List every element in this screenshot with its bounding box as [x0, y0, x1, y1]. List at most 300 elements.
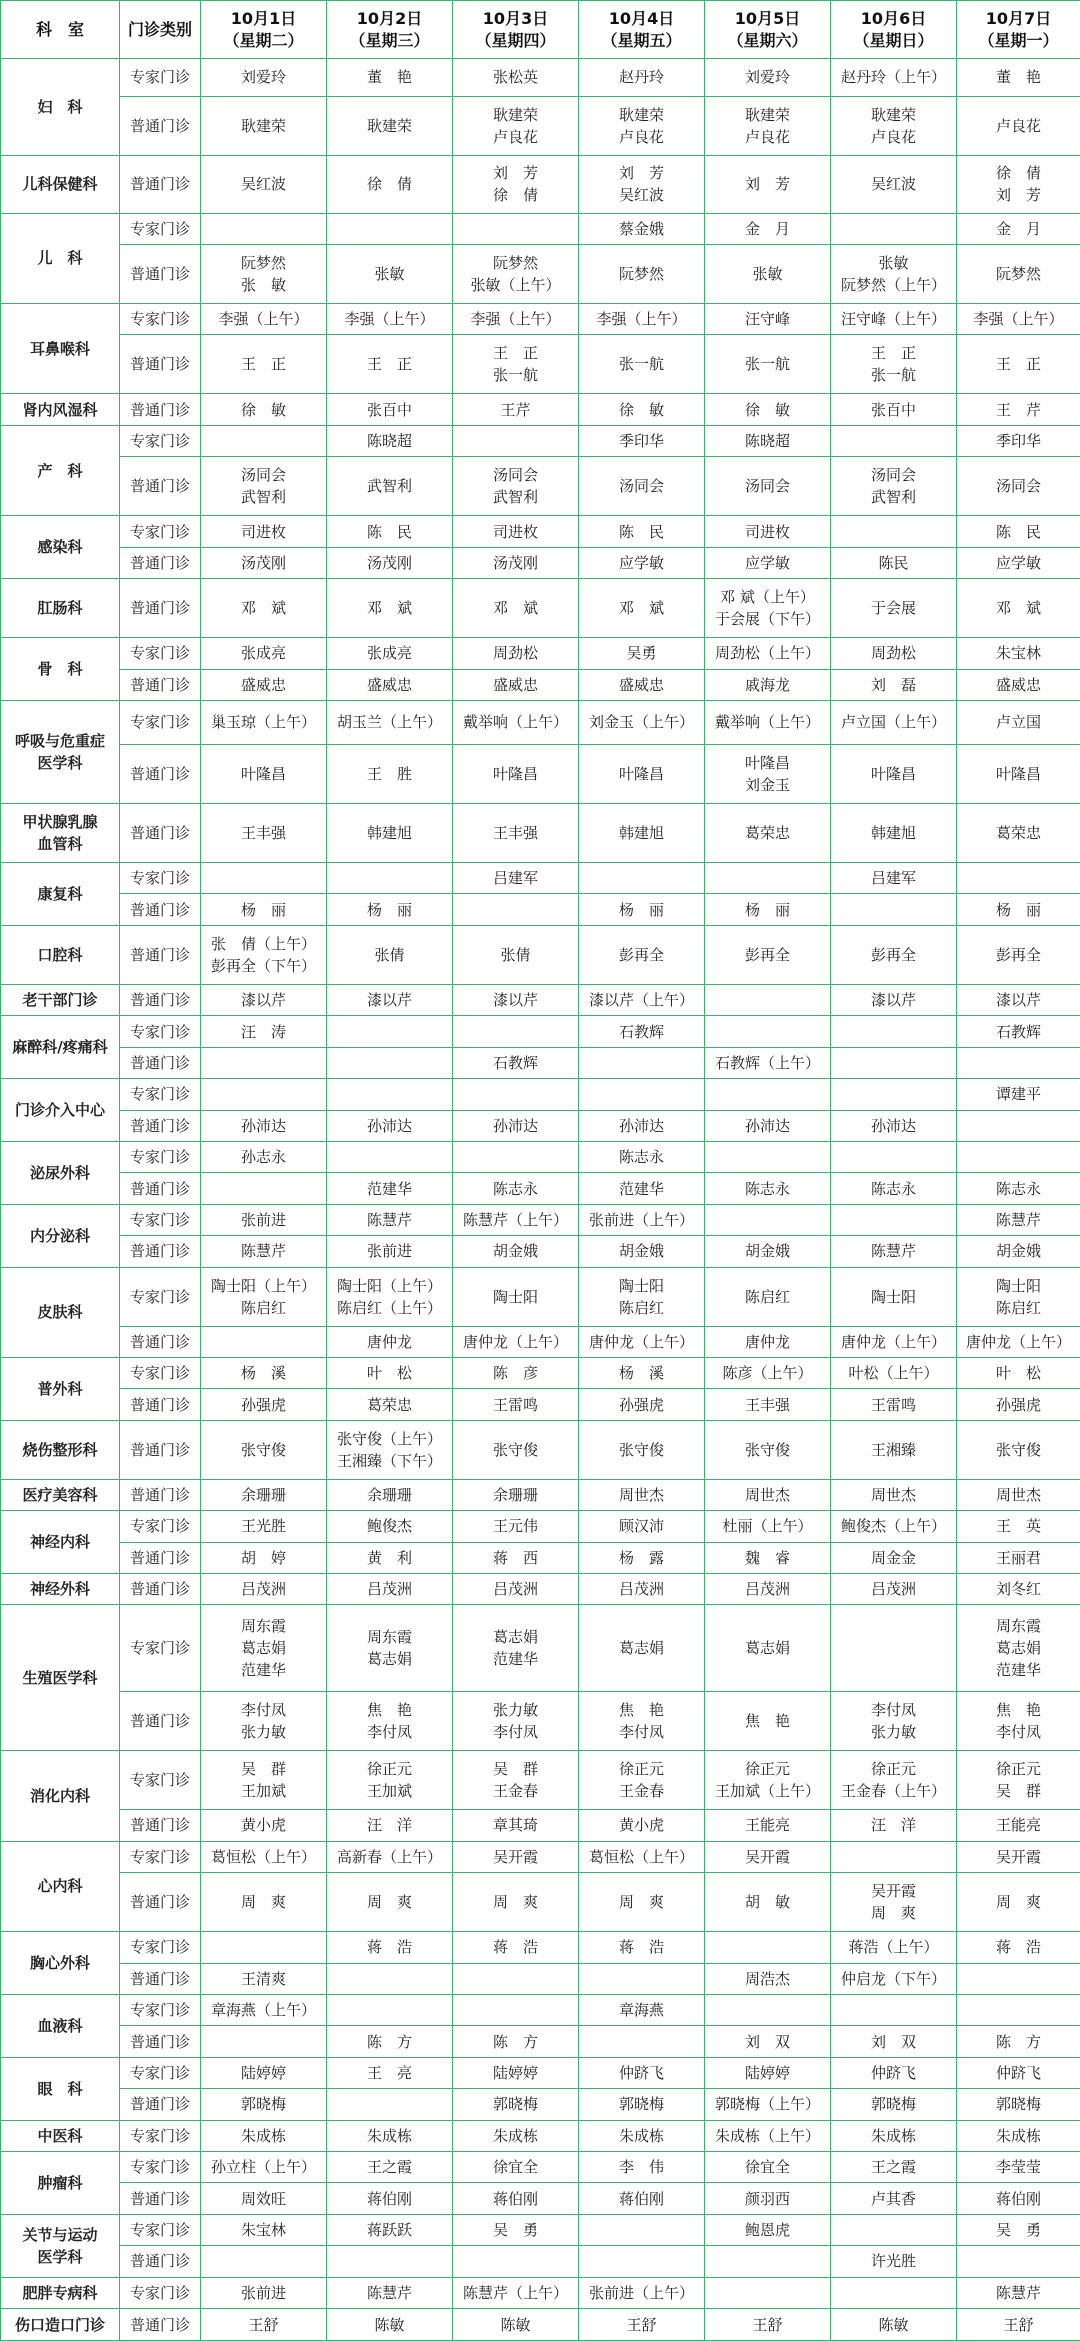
doctor-cell: 鲍俊杰 [327, 1511, 453, 1542]
doctor-cell: 汤同会 [705, 457, 831, 516]
schedule-row [1, 2151, 1080, 2182]
doctor-cell: 陈志永 [705, 1173, 831, 1204]
doctor-cell: 朱宝林 [201, 2214, 327, 2245]
doctor-cell: 赵丹玲（上午） [831, 59, 957, 97]
doctor-cell [831, 516, 957, 547]
doctor-cell: 周劲松（上午） [705, 638, 831, 669]
doctor-cell [453, 1994, 579, 2025]
schedule-row [1, 1047, 1080, 1078]
doctor-cell: 朱成栋 [957, 2120, 1080, 2151]
doctor-cell [831, 1141, 957, 1172]
doctor-cell: 孙沛达 [327, 1110, 453, 1141]
doctor-cell: 徐正元 王加斌（上午） [705, 1751, 831, 1810]
clinic-type: 普通门诊 [120, 1873, 201, 1932]
clinic-type: 专家门诊 [120, 863, 201, 894]
doctor-cell: 石教辉 [957, 1016, 1080, 1047]
doctor-cell: 汤同会 武智利 [201, 457, 327, 516]
doctor-cell: 陈 方 [327, 2026, 453, 2057]
doctor-cell: 陈彦（上午） [705, 1358, 831, 1389]
doctor-cell: 蒋 浩 [579, 1932, 705, 1963]
doctor-cell: 孙沛达 [579, 1110, 705, 1141]
doctor-cell: 余珊珊 [201, 1479, 327, 1510]
doctor-cell: 盛威忠 [453, 669, 579, 700]
doctor-cell [327, 1079, 453, 1110]
doctor-cell: 季印华 [579, 425, 705, 456]
department-name: 普外科 [1, 1358, 120, 1421]
doctor-cell [453, 213, 579, 244]
doctor-cell [327, 1047, 453, 1078]
schedule-row [1, 1692, 1080, 1751]
doctor-cell: 应学敏 [957, 547, 1080, 578]
header-row [1, 1, 1080, 59]
clinic-type: 普通门诊 [120, 1810, 201, 1841]
doctor-cell: 杨 溪 [201, 1358, 327, 1389]
doctor-cell: 周金金 [831, 1542, 957, 1573]
doctor-cell: 徐 敏 [705, 394, 831, 425]
doctor-cell: 徐正元 吴 群 [957, 1751, 1080, 1810]
department-name: 肛肠科 [1, 579, 120, 638]
doctor-cell: 蒋 浩 [957, 1932, 1080, 1963]
doctor-cell: 张前进（上午） [579, 1204, 705, 1235]
doctor-cell: 陈 民 [957, 516, 1080, 547]
doctor-cell: 应学敏 [579, 547, 705, 578]
doctor-cell: 陈慧芹 [957, 1204, 1080, 1235]
department-name: 骨 科 [1, 638, 120, 701]
schedule-row [1, 303, 1080, 334]
doctor-cell: 王能亮 [957, 1810, 1080, 1841]
doctor-cell [831, 1204, 957, 1235]
doctor-cell: 徐宜全 [705, 2151, 831, 2182]
clinic-type: 普通门诊 [120, 1574, 201, 1605]
doctor-cell: 陈民 [831, 547, 957, 578]
doctor-cell: 周 爽 [579, 1873, 705, 1932]
schedule-row [1, 1141, 1080, 1172]
doctor-cell: 卢立国 [957, 700, 1080, 744]
doctor-cell: 陈志永 [453, 1173, 579, 1204]
doctor-cell: 张敏 [327, 244, 453, 303]
doctor-cell [327, 1994, 453, 2025]
doctor-cell: 张 倩（上午） 彭再全（下午） [201, 925, 327, 984]
doctor-cell [453, 1016, 579, 1047]
doctor-cell [579, 1047, 705, 1078]
doctor-cell: 叶隆昌 [201, 744, 327, 803]
schedule-row [1, 744, 1080, 803]
clinic-type: 普通门诊 [120, 155, 201, 213]
doctor-cell [201, 1932, 327, 1963]
department-name: 胸心外科 [1, 1932, 120, 1995]
schedule-row [1, 579, 1080, 638]
doctor-cell: 陆婷婷 [201, 2057, 327, 2088]
doctor-cell: 彭再全 [579, 925, 705, 984]
doctor-cell: 汤同会 武智利 [831, 457, 957, 516]
header-date: 10月2日 （星期三） [327, 1, 453, 59]
doctor-cell: 朱成栋 [579, 2120, 705, 2151]
doctor-cell [831, 2214, 957, 2245]
doctor-cell: 张倩 [453, 925, 579, 984]
doctor-cell: 郭晓梅（上午） [705, 2089, 831, 2120]
doctor-cell [957, 1047, 1080, 1078]
doctor-cell [705, 1079, 831, 1110]
clinic-type: 普通门诊 [120, 1542, 201, 1573]
doctor-cell: 朱成栋 [201, 2120, 327, 2151]
clinic-type: 专家门诊 [120, 2057, 201, 2088]
doctor-cell [327, 2246, 453, 2277]
department-name: 儿 科 [1, 213, 120, 303]
doctor-cell [957, 2246, 1080, 2277]
doctor-cell: 周世杰 [705, 1479, 831, 1510]
doctor-cell: 王丽君 [957, 1542, 1080, 1573]
clinic-type: 专家门诊 [120, 2214, 201, 2245]
doctor-cell: 孙强虎 [579, 1389, 705, 1420]
doctor-cell: 陈 民 [327, 516, 453, 547]
schedule-row [1, 1574, 1080, 1605]
doctor-cell: 张守俊 [705, 1420, 831, 1479]
doctor-cell: 漆以芹 [957, 984, 1080, 1015]
doctor-cell: 黄 利 [327, 1542, 453, 1573]
doctor-cell: 张百中 [831, 394, 957, 425]
doctor-cell: 吴红波 [201, 155, 327, 213]
doctor-cell: 李莹莹 [957, 2151, 1080, 2182]
clinic-type: 普通门诊 [120, 894, 201, 925]
clinic-type: 专家门诊 [120, 1358, 201, 1389]
doctor-cell: 陶士阳 [831, 1267, 957, 1326]
clinic-type: 普通门诊 [120, 394, 201, 425]
doctor-cell: 张松英 [453, 59, 579, 97]
doctor-cell [705, 1932, 831, 1963]
doctor-cell [831, 2277, 957, 2308]
doctor-cell: 吕建军 [831, 863, 957, 894]
doctor-cell: 葛恒松（上午） [579, 1841, 705, 1872]
doctor-cell: 王舒 [201, 2309, 327, 2341]
doctor-cell: 孙沛达 [705, 1110, 831, 1141]
doctor-cell [831, 1605, 957, 1692]
doctor-cell: 石教辉（上午） [705, 1047, 831, 1078]
schedule-row [1, 213, 1080, 244]
doctor-cell: 朱成栋（上午） [705, 2120, 831, 2151]
department-name: 妇 科 [1, 59, 120, 156]
schedule-row [1, 1389, 1080, 1420]
doctor-cell: 唐仲龙 [327, 1326, 453, 1357]
doctor-cell: 王 英 [957, 1511, 1080, 1542]
doctor-cell: 葛志娟 [579, 1605, 705, 1692]
doctor-cell: 郭晓梅 [201, 2089, 327, 2120]
doctor-cell: 唐仲龙（上午） [831, 1326, 957, 1357]
doctor-cell [831, 1016, 957, 1047]
doctor-cell: 朱成栋 [453, 2120, 579, 2151]
doctor-cell: 李强（上午） [957, 303, 1080, 334]
clinic-type: 专家门诊 [120, 1751, 201, 1810]
doctor-cell: 吴开霞 [705, 1841, 831, 1872]
doctor-cell [201, 2026, 327, 2057]
department-name: 耳鼻喉科 [1, 303, 120, 393]
doctor-cell: 张前进 [201, 1204, 327, 1235]
doctor-cell: 漆以芹 [327, 984, 453, 1015]
clinic-type: 普通门诊 [120, 1047, 201, 1078]
header-date: 10月6日 （星期日） [831, 1, 957, 59]
doctor-cell: 张守俊 [453, 1420, 579, 1479]
doctor-cell [957, 863, 1080, 894]
doctor-cell: 蔡金娥 [579, 213, 705, 244]
doctor-cell: 杨 丽 [327, 894, 453, 925]
department-name: 感染科 [1, 516, 120, 579]
doctor-cell: 卢立国（上午） [831, 700, 957, 744]
schedule-row [1, 2309, 1080, 2341]
doctor-cell: 阮梦然 [579, 244, 705, 303]
doctor-cell [327, 1141, 453, 1172]
clinic-type: 普通门诊 [120, 1420, 201, 1479]
schedule-row [1, 863, 1080, 894]
department-name: 生殖医学科 [1, 1605, 120, 1751]
doctor-cell [579, 2214, 705, 2245]
doctor-cell: 陈 彦 [453, 1358, 579, 1389]
doctor-cell: 彭再全 [957, 925, 1080, 984]
doctor-cell: 徐 敏 [579, 394, 705, 425]
doctor-cell: 刘 双 [705, 2026, 831, 2057]
schedule-row [1, 669, 1080, 700]
doctor-cell: 赵丹玲 [579, 59, 705, 97]
doctor-cell [579, 1963, 705, 1994]
header-date: 10月5日 （星期六） [705, 1, 831, 59]
doctor-cell: 邓 斌 [957, 579, 1080, 638]
doctor-cell: 阮梦然 张 敏 [201, 244, 327, 303]
department-name: 关节与运动 医学科 [1, 2214, 120, 2277]
doctor-cell: 陈志永 [579, 1141, 705, 1172]
doctor-cell: 吴开霞 周 爽 [831, 1873, 957, 1932]
doctor-cell: 杨 丽 [705, 894, 831, 925]
schedule-row [1, 59, 1080, 97]
doctor-cell [831, 1079, 957, 1110]
doctor-cell: 王能亮 [705, 1810, 831, 1841]
doctor-cell [201, 1047, 327, 1078]
doctor-cell: 王光胜 [201, 1511, 327, 1542]
department-name: 内分泌科 [1, 1204, 120, 1267]
clinic-type: 普通门诊 [120, 744, 201, 803]
doctor-cell: 吕茂洲 [705, 1574, 831, 1605]
doctor-cell: 焦 艳 李付凤 [579, 1692, 705, 1751]
doctor-cell: 李 伟 [579, 2151, 705, 2182]
doctor-cell [579, 863, 705, 894]
doctor-cell: 杨 丽 [579, 894, 705, 925]
schedule-row [1, 1326, 1080, 1357]
doctor-cell: 蒋伯刚 [957, 2183, 1080, 2214]
schedule-row [1, 1542, 1080, 1573]
schedule-row [1, 1963, 1080, 1994]
clinic-type: 普通门诊 [120, 1173, 201, 1204]
doctor-cell: 仲跻飞 [831, 2057, 957, 2088]
doctor-cell: 顾汉沛 [579, 1511, 705, 1542]
doctor-cell [705, 1204, 831, 1235]
doctor-cell: 王雷鸣 [453, 1389, 579, 1420]
doctor-cell: 孙强虎 [201, 1389, 327, 1420]
doctor-cell: 漆以芹 [453, 984, 579, 1015]
doctor-cell [705, 863, 831, 894]
doctor-cell: 蒋 浩 [453, 1932, 579, 1963]
schedule-row [1, 925, 1080, 984]
doctor-cell: 朱成栋 [831, 2120, 957, 2151]
doctor-cell: 阮梦然 张敏（上午） [453, 244, 579, 303]
department-name: 血液科 [1, 1994, 120, 2057]
doctor-cell [201, 1173, 327, 1204]
doctor-cell: 张力敏 李付凤 [453, 1692, 579, 1751]
doctor-cell: 王元伟 [453, 1511, 579, 1542]
doctor-cell: 徐正元 王金春 [579, 1751, 705, 1810]
doctor-cell: 王雷鸣 [831, 1389, 957, 1420]
doctor-cell [705, 2246, 831, 2277]
doctor-cell: 徐 倩 刘 芳 [957, 155, 1080, 213]
doctor-cell: 武智利 [327, 457, 453, 516]
doctor-cell: 徐正元 王金春（上午） [831, 1751, 957, 1810]
doctor-cell: 高新春（上午） [327, 1841, 453, 1872]
doctor-cell: 孙立柱（上午） [201, 2151, 327, 2182]
clinic-type: 普通门诊 [120, 579, 201, 638]
schedule-row [1, 1932, 1080, 1963]
doctor-cell: 吴 群 王金春 [453, 1751, 579, 1810]
schedule-row [1, 1016, 1080, 1047]
doctor-cell: 孙沛达 [831, 1110, 957, 1141]
schedule-row [1, 1873, 1080, 1932]
doctor-cell: 徐 倩 [327, 155, 453, 213]
department-name: 肥胖专病科 [1, 2277, 120, 2308]
doctor-cell: 耿建荣 卢良花 [453, 96, 579, 155]
department-name: 门诊介入中心 [1, 1079, 120, 1142]
doctor-cell: 耿建荣 卢良花 [831, 96, 957, 155]
doctor-cell: 葛荣忠 [327, 1389, 453, 1420]
doctor-cell: 余珊珊 [327, 1479, 453, 1510]
doctor-cell: 孙强虎 [957, 1389, 1080, 1420]
clinic-type: 专家门诊 [120, 2120, 201, 2151]
doctor-cell: 张敏 [705, 244, 831, 303]
doctor-cell: 王 正 [957, 335, 1080, 394]
doctor-cell: 盛威忠 [957, 669, 1080, 700]
doctor-cell: 石教辉 [579, 1016, 705, 1047]
doctor-cell: 司进枚 [705, 516, 831, 547]
doctor-cell: 朱宝林 [957, 638, 1080, 669]
doctor-cell: 叶隆昌 [453, 744, 579, 803]
doctor-cell: 仲跻飞 [579, 2057, 705, 2088]
doctor-cell: 王 正 [327, 335, 453, 394]
doctor-cell: 周效旺 [201, 2183, 327, 2214]
doctor-cell: 吕茂洲 [453, 1574, 579, 1605]
doctor-cell: 王舒 [957, 2309, 1080, 2341]
doctor-cell: 王 胜 [327, 744, 453, 803]
clinic-type: 普通门诊 [120, 96, 201, 155]
schedule-row [1, 1810, 1080, 1841]
doctor-cell [453, 1963, 579, 1994]
doctor-cell: 吴 勇 [453, 2214, 579, 2245]
doctor-cell: 司进枚 [201, 516, 327, 547]
doctor-cell: 邓 斌 [327, 579, 453, 638]
department-name: 康复科 [1, 863, 120, 926]
doctor-cell: 章其琦 [453, 1810, 579, 1841]
doctor-cell [579, 1079, 705, 1110]
schedule-row [1, 2089, 1080, 2120]
clinic-type: 专家门诊 [120, 2151, 201, 2182]
doctor-cell: 戴举响（上午） [705, 700, 831, 744]
doctor-cell: 王 亮 [327, 2057, 453, 2088]
doctor-cell: 葛恒松（上午） [201, 1841, 327, 1872]
doctor-cell: 李付凤 张力敏 [831, 1692, 957, 1751]
doctor-cell: 吕茂洲 [201, 1574, 327, 1605]
doctor-cell: 陆婷婷 [453, 2057, 579, 2088]
doctor-cell: 杜丽（上午） [705, 1511, 831, 1542]
doctor-cell: 叶松（上午） [831, 1358, 957, 1389]
doctor-cell: 韩建旭 [831, 803, 957, 862]
doctor-cell: 徐 敏 [201, 394, 327, 425]
department-name: 消化内科 [1, 1751, 120, 1841]
doctor-cell: 蒋伯刚 [453, 2183, 579, 2214]
doctor-cell: 汪 洋 [831, 1810, 957, 1841]
doctor-cell: 吕茂洲 [327, 1574, 453, 1605]
doctor-cell: 王之霞 [831, 2151, 957, 2182]
doctor-cell: 韩建旭 [327, 803, 453, 862]
department-name: 眼 科 [1, 2057, 120, 2120]
doctor-cell: 戴举响（上午） [453, 700, 579, 744]
doctor-cell [327, 2089, 453, 2120]
doctor-cell: 朱成栋 [327, 2120, 453, 2151]
schedule-row [1, 700, 1080, 744]
doctor-cell: 王舒 [579, 2309, 705, 2341]
clinic-type: 普通门诊 [120, 2026, 201, 2057]
schedule-row [1, 1173, 1080, 1204]
doctor-cell: 陈启红 [705, 1267, 831, 1326]
doctor-cell: 汪守峰 [705, 303, 831, 334]
schedule-row [1, 2183, 1080, 2214]
doctor-cell: 应学敏 [705, 547, 831, 578]
doctor-cell: 陶士阳 陈启红 [579, 1267, 705, 1326]
doctor-cell: 郭晓梅 [957, 2089, 1080, 2120]
doctor-cell: 余珊珊 [453, 1479, 579, 1510]
doctor-cell: 陈 民 [579, 516, 705, 547]
doctor-cell [201, 863, 327, 894]
doctor-cell: 王丰强 [453, 803, 579, 862]
doctor-cell: 王芹 [453, 394, 579, 425]
doctor-cell [831, 1841, 957, 1872]
department-name: 医疗美容科 [1, 1479, 120, 1510]
doctor-cell: 胡 婷 [201, 1542, 327, 1573]
doctor-cell: 陈 方 [453, 2026, 579, 2057]
doctor-cell: 王丰强 [705, 1389, 831, 1420]
header-date: 10月1日 （星期二） [201, 1, 327, 59]
doctor-cell: 陈志永 [831, 1173, 957, 1204]
doctor-cell: 叶隆昌 [957, 744, 1080, 803]
doctor-cell: 周 爽 [957, 1873, 1080, 1932]
doctor-cell: 张前进 [327, 1236, 453, 1267]
doctor-cell: 周东霞 葛志娟 [327, 1605, 453, 1692]
doctor-cell: 叶 松 [957, 1358, 1080, 1389]
header-type: 门诊类别 [120, 1, 201, 59]
doctor-cell: 陈慧芹 [831, 1236, 957, 1267]
clinic-type: 普通门诊 [120, 244, 201, 303]
doctor-cell [453, 894, 579, 925]
doctor-cell: 李强（上午） [201, 303, 327, 334]
doctor-cell: 漆以芹（上午） [579, 984, 705, 1015]
doctor-cell: 汪守峰（上午） [831, 303, 957, 334]
doctor-cell: 司进枚 [453, 516, 579, 547]
doctor-cell: 王之霞 [327, 2151, 453, 2182]
doctor-cell: 孙志永 [201, 1141, 327, 1172]
doctor-cell [957, 1994, 1080, 2025]
doctor-cell: 杨 溪 [579, 1358, 705, 1389]
doctor-cell: 吴开霞 [957, 1841, 1080, 1872]
schedule-row [1, 1236, 1080, 1267]
doctor-cell: 叶 松 [327, 1358, 453, 1389]
doctor-cell: 谭建平 [957, 1079, 1080, 1110]
doctor-cell: 周劲松 [831, 638, 957, 669]
doctor-cell: 葛荣忠 [957, 803, 1080, 862]
schedule-row [1, 1994, 1080, 2025]
doctor-cell: 黄小虎 [201, 1810, 327, 1841]
doctor-cell: 张守俊 [579, 1420, 705, 1479]
